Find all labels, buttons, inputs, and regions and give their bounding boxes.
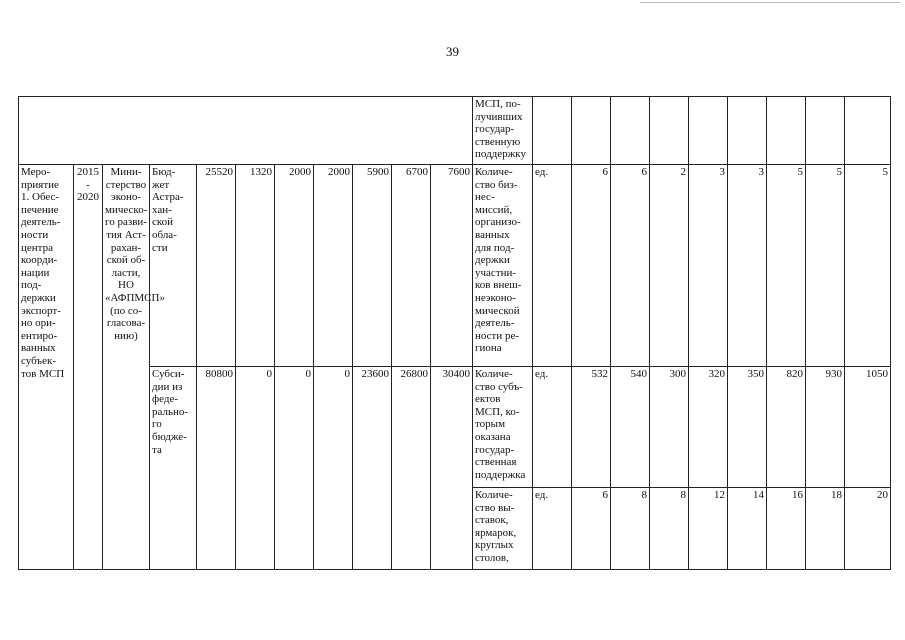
measure-name: Меро- приятие 1. Обес- печение деятель- ности центра коорди- нации под- держки экспорт- но ори- ентиро- ванных субъек- тов МСП (19, 165, 74, 570)
finance-year: 0 (275, 367, 314, 570)
table-row-continuation (19, 97, 891, 165)
unit-cell: ед. (533, 488, 572, 570)
program-table (18, 96, 891, 570)
indicator-value: 1050 (845, 367, 891, 488)
finance-year: 5900 (353, 165, 392, 367)
table-row (19, 367, 891, 488)
indicator-value: 820 (767, 367, 806, 488)
indicator-value: 16 (767, 488, 806, 570)
indicator-value: 320 (689, 367, 728, 488)
measure-period: 2015 - 2020 (74, 165, 103, 570)
continuation-merged-cell (19, 97, 473, 165)
indicator-value: 300 (650, 367, 689, 488)
unit-cell: ед. (533, 165, 572, 367)
finance-year: 1320 (236, 165, 275, 367)
finance-year: 6700 (392, 165, 431, 367)
indicator-value: 3 (689, 165, 728, 367)
finance-total: 25520 (197, 165, 236, 367)
indicator-value: 12 (689, 488, 728, 570)
page-number: 39 (446, 44, 459, 59)
unit-cell (533, 97, 572, 165)
indicator-value: 5 (806, 165, 845, 367)
indicator-value: 8 (611, 488, 650, 570)
funding-source: Субси- дии из феде- рально- го бюдже- та (150, 367, 197, 570)
finance-year: 23600 (353, 367, 392, 570)
finance-year: 0 (314, 367, 353, 570)
finance-year: 26800 (392, 367, 431, 570)
indicator-value: 3 (728, 165, 767, 367)
finance-total: 80800 (197, 367, 236, 570)
indicator-value: 350 (728, 367, 767, 488)
indicator-cell: МСП, по- лучивших государ- ственную поддержку (473, 97, 533, 165)
indicator-value: 6 (572, 165, 611, 367)
indicator-value: 540 (611, 367, 650, 488)
indicator-value: 5 (845, 165, 891, 367)
finance-year: 0 (236, 367, 275, 570)
measure-executor: Мини- стерство эконо- мическо- го разви- тия Аст- рахан- ской об- ласти, НО «АФПМСП» (по со- гласова- нию) (103, 165, 150, 570)
finance-year: 30400 (431, 367, 473, 570)
indicator-cell: Количе- ство субъ- ектов МСП, ко- торым оказана государ- ственная поддержка (473, 367, 533, 488)
indicator-value: 8 (650, 488, 689, 570)
funding-source: Бюд- жет Астра- хан- ской обла- сти (150, 165, 197, 367)
indicator-value: 6 (611, 165, 650, 367)
finance-year: 2000 (314, 165, 353, 367)
indicator-value: 532 (572, 367, 611, 488)
indicator-value: 930 (806, 367, 845, 488)
finance-year: 7600 (431, 165, 473, 367)
indicator-value: 6 (572, 488, 611, 570)
indicator-value: 5 (767, 165, 806, 367)
finance-year: 2000 (275, 165, 314, 367)
unit-cell: ед. (533, 367, 572, 488)
table-row (19, 165, 891, 367)
indicator-cell: Количе- ство вы- ставок, ярмарок, круглых столов, (473, 488, 533, 570)
indicator-value: 2 (650, 165, 689, 367)
indicator-value: 20 (845, 488, 891, 570)
indicator-cell: Количе- ство биз- нес- миссий, организо- ванных для под- держки участни- ков внеш- неэконо- мической деятель- ности ре- гиона (473, 165, 533, 367)
indicator-value: 18 (806, 488, 845, 570)
top-edge-line (640, 2, 900, 3)
indicator-value: 14 (728, 488, 767, 570)
